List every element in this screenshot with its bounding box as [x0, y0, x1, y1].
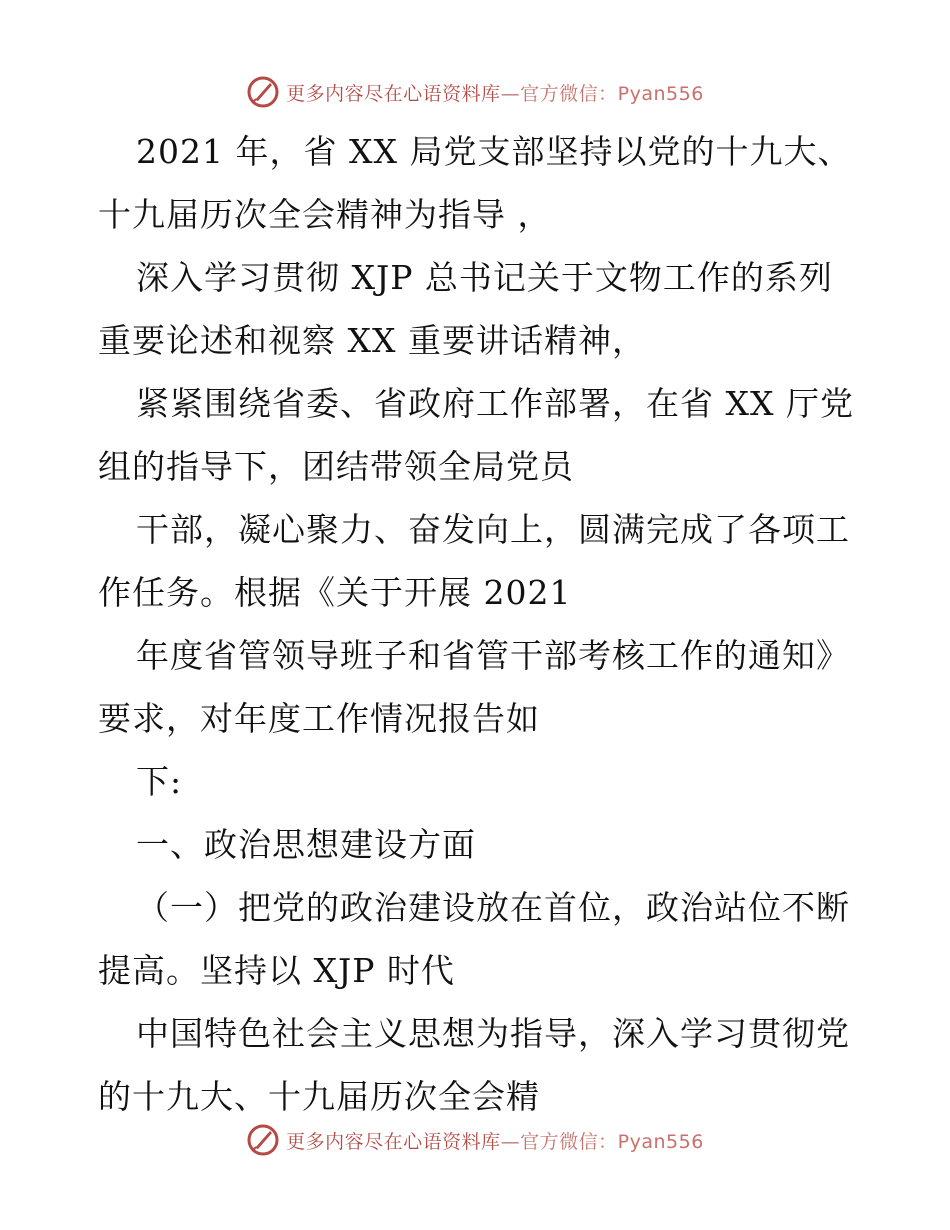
paragraph-line: 干部，凝心聚力、奋发向上，圆满完成了各项工 — [136, 510, 850, 549]
paragraph-line: 的十九大、十九届历次全会精 — [98, 1077, 540, 1116]
paragraph-line: 组的指导下，团结带领全局党员 — [98, 447, 574, 486]
paragraph-line: 紧紧围绕省委、省政府工作部署，在省 XX 厅党 — [136, 384, 854, 423]
banner-text — [286, 1127, 704, 1154]
quill-logo-icon — [246, 1123, 280, 1157]
header-banner — [0, 70, 950, 114]
banner-separator: — — [500, 82, 521, 105]
paragraph-line: 十九届历次全会精神为指导 ， — [98, 195, 552, 234]
paragraph-line: 提高。坚持以 XJP 时代 — [98, 951, 455, 990]
paragraph-line: 2021 年，省 XX 局党支部坚持以党的十九大、 — [136, 132, 852, 171]
banner-main-text: 更多内容尽在心语资料库 — [286, 1130, 501, 1153]
banner-main-text: 更多内容尽在心语资料库 — [286, 82, 501, 105]
paragraph-line: 年度省管领导班子和省管干部考核工作的通知》 — [136, 636, 850, 675]
document-body — [98, 120, 858, 1128]
paragraph-line: （一）把党的政治建设放在首位，政治站位不断 — [136, 888, 850, 927]
banner-wechat-text: 官方微信：Pyan556 — [520, 82, 704, 105]
paragraph-line: 中国特色社会主义思想为指导，深入学习贯彻党 — [136, 1014, 850, 1053]
paragraph-line: 深入学习贯彻 XJP 总书记关于文物工作的系列 — [136, 258, 833, 297]
paragraph-line: 作任务。根据《关于开展 2021 — [98, 573, 572, 612]
paragraph-line: 下: — [136, 762, 183, 801]
paragraph-line: 一、政治思想建设方面 — [136, 825, 476, 864]
quill-logo-icon — [246, 75, 280, 109]
banner-text — [286, 79, 704, 106]
paragraph-line: 要求，对年度工作情况报告如 — [98, 699, 540, 738]
paragraph-line: 重要论述和视察 XX 重要讲话精神， — [98, 321, 646, 360]
banner-separator: — — [500, 1130, 521, 1153]
footer-banner — [0, 1118, 950, 1162]
banner-wechat-text: 官方微信：Pyan556 — [520, 1130, 704, 1153]
